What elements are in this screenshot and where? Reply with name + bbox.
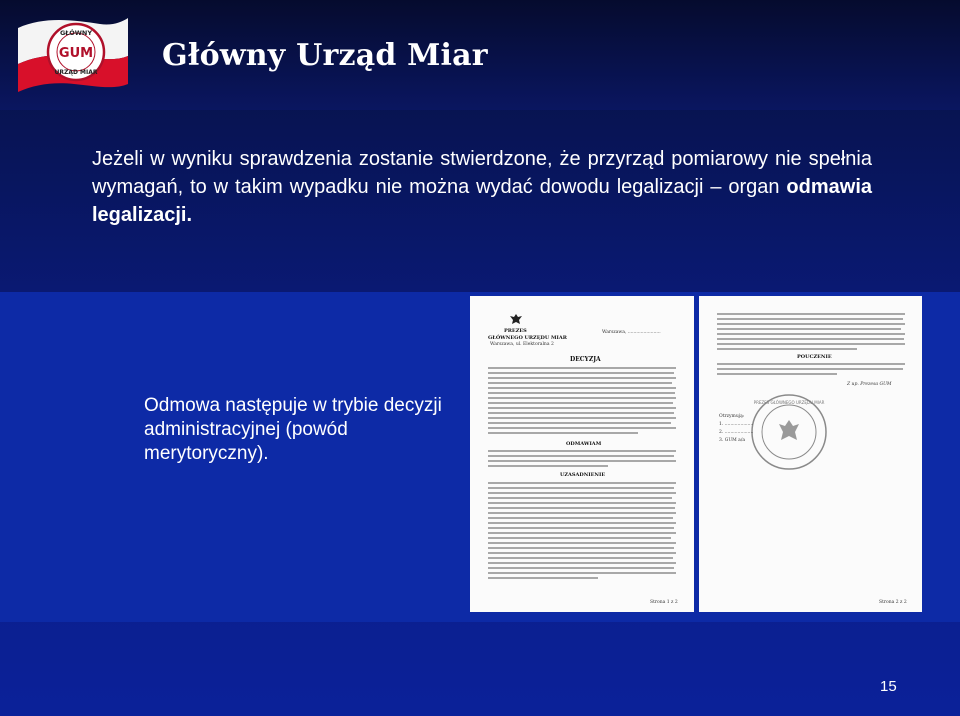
logo-emblem-top-text: GŁÓWNY bbox=[59, 29, 93, 37]
main-paragraph-bold: odmawia legalizacji. bbox=[92, 176, 872, 226]
main-paragraph bbox=[92, 145, 872, 229]
decision-document-page-2 bbox=[699, 296, 922, 612]
doc1-text-block-1 bbox=[488, 366, 678, 436]
doc2-text-block-2 bbox=[717, 362, 907, 377]
page-title: Główny Urząd Miar bbox=[162, 38, 488, 73]
doc1-text-block-3 bbox=[488, 481, 678, 581]
doc2-section-instruction: POUCZENIE bbox=[797, 354, 832, 360]
doc1-section-justification: UZASADNIENIE bbox=[560, 472, 606, 478]
doc1-text-block-2 bbox=[488, 449, 678, 469]
doc1-issuer-line2: GŁÓWNEGO URZĘDU MIAR bbox=[488, 335, 567, 341]
doc2-recipients-label: Otrzymują: bbox=[719, 414, 745, 419]
doc1-page-marker: Strona 1 z 2 bbox=[650, 600, 678, 605]
main-paragraph-regular: Jeżeli w wyniku sprawdzenia zostanie stwierdzone, że przyrząd pomiarowy nie spełnia wymagań, to w takim wypadku nie można wydać dowodu legalizacji – organ bbox=[92, 148, 872, 198]
official-seal-icon bbox=[749, 392, 829, 472]
doc1-issuer-line1: PREZES bbox=[504, 328, 527, 334]
doc1-heading: DECYZJA bbox=[570, 356, 601, 363]
doc2-signature-note: Z up. Prezesa GUM bbox=[847, 382, 892, 387]
gum-logo bbox=[14, 8, 132, 94]
doc2-page-marker: Strona 2 z 2 bbox=[879, 600, 907, 605]
doc2-recipient-2: 2. .................... bbox=[719, 430, 754, 435]
doc2-recipient-3: 3. GUM a/a bbox=[719, 438, 746, 443]
doc1-section-ordering: ODMAWIAM bbox=[566, 441, 602, 447]
logo-emblem-mid-text: GUM bbox=[58, 46, 94, 61]
doc1-issuer-line3: Warszawa, ul. Elektoralna 2 bbox=[490, 342, 554, 347]
logo-emblem-bottom-text: URZĄD MIAR bbox=[54, 69, 98, 76]
doc1-place-date: Warszawa, ....................... bbox=[602, 330, 661, 335]
page-number: 15 bbox=[880, 678, 897, 695]
decision-document-page-1 bbox=[470, 296, 694, 612]
seal-text: PREZES GŁÓWNEGO URZĘDU MIAR bbox=[753, 400, 825, 405]
doc2-text-block-1 bbox=[717, 312, 907, 352]
eagle-emblem-icon bbox=[510, 314, 522, 324]
document-caption: Odmowa następuje w trybie decyzji administracyjnej (powód merytoryczny). bbox=[144, 395, 442, 464]
doc2-recipient-1: 1. .................... bbox=[719, 422, 754, 427]
